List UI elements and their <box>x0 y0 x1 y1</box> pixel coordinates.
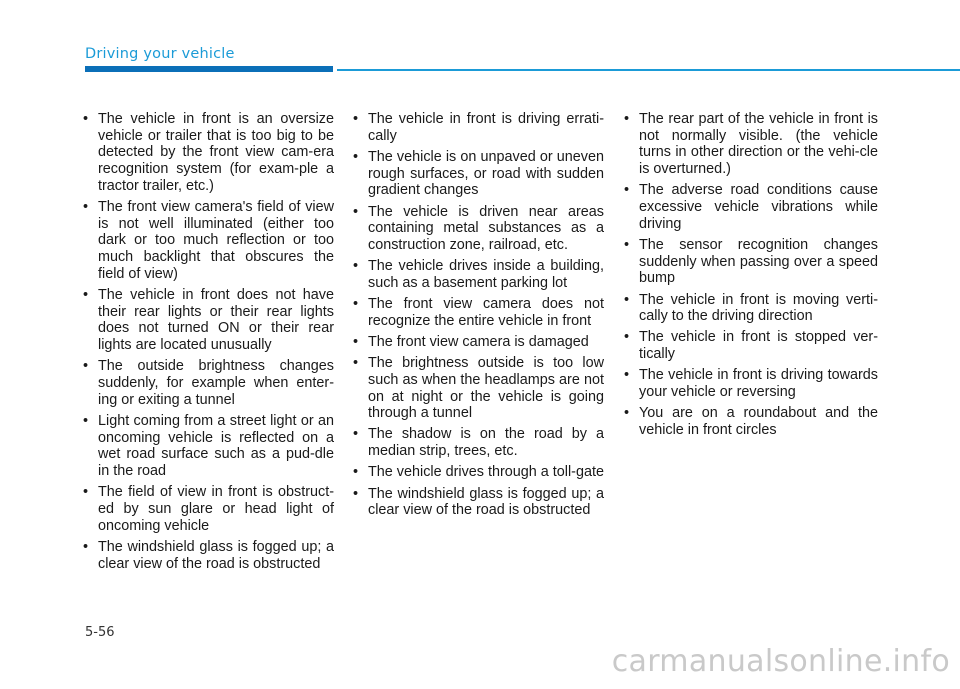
list-item: • The rear part of the vehicle in front is not normally visible. (the vehicle turns in other direction or the vehi-cle is overturned.) <box>619 111 878 178</box>
list-item: • The vehicle in front is driving towards your vehicle or reversing <box>619 367 878 400</box>
section-title: Driving your vehicle <box>85 46 235 62</box>
list-item: • The windshield glass is fogged up; a clear view of the road is obstructed <box>348 486 604 519</box>
list-item: • The vehicle in front does not have their rear lights or their rear lights does not turned ON or their rear lights are located unusually <box>78 287 334 354</box>
list-item: • The vehicle drives through a toll-gate <box>348 464 604 481</box>
list-item: • The sensor recognition changes suddenly when passing over a speed bump <box>619 237 878 287</box>
list-item: • The shadow is on the road by a median strip, trees, etc. <box>348 426 604 459</box>
header-rule-dark <box>85 66 333 72</box>
header-rule-light <box>337 69 960 71</box>
list-item: • The brightness outside is too low such as when the headlamps are not on at night or the vehicle is going through a tunnel <box>348 355 604 422</box>
watermark: carmanualsonline.info <box>611 644 950 679</box>
list-item: • The vehicle in front is moving verti-cally to the driving direction <box>619 292 878 325</box>
bullet-column-2 <box>348 111 604 523</box>
list-item: • The adverse road conditions cause excessive vehicle vibrations while driving <box>619 182 878 232</box>
list-item: • The front view camera does not recognize the entire vehicle in front <box>348 296 604 329</box>
list-item: • The vehicle in front is driving errati-cally <box>348 111 604 144</box>
bullet-column-1 <box>78 111 334 577</box>
list-item: • The front view camera's field of view is not well illuminated (either too dark or too much reflection or too much backlight that obscures the field of view) <box>78 199 334 283</box>
list-item: • The front view camera is damaged <box>348 334 604 351</box>
list-item: • Light coming from a street light or an oncoming vehicle is reflected on a wet road surface such as a pud-dle in the road <box>78 413 334 480</box>
list-item: • The vehicle drives inside a building, such as a basement parking lot <box>348 258 604 291</box>
list-item: • The vehicle is on unpaved or uneven rough surfaces, or road with sudden gradient changes <box>348 149 604 199</box>
list-item: • The outside brightness changes suddenly, for example when enter-ing or exiting a tunnel <box>78 358 334 408</box>
page-number: 5-56 <box>85 625 115 640</box>
list-item: • You are on a roundabout and the vehicle in front circles <box>619 405 878 438</box>
list-item: • The windshield glass is fogged up; a clear view of the road is obstructed <box>78 539 334 572</box>
list-item: • The vehicle is driven near areas containing metal substances as a construction zone, railroad, etc. <box>348 204 604 254</box>
list-item: • The vehicle in front is an oversize vehicle or trailer that is too big to be detected by the front view cam-era recognition system (for exam-ple a tractor trailer, etc.) <box>78 111 334 195</box>
list-item: • The vehicle in front is stopped ver-tically <box>619 329 878 362</box>
list-item: • The field of view in front is obstruct-ed by sun glare or head light of oncoming vehicle <box>78 484 334 534</box>
bullet-column-3 <box>619 111 878 443</box>
